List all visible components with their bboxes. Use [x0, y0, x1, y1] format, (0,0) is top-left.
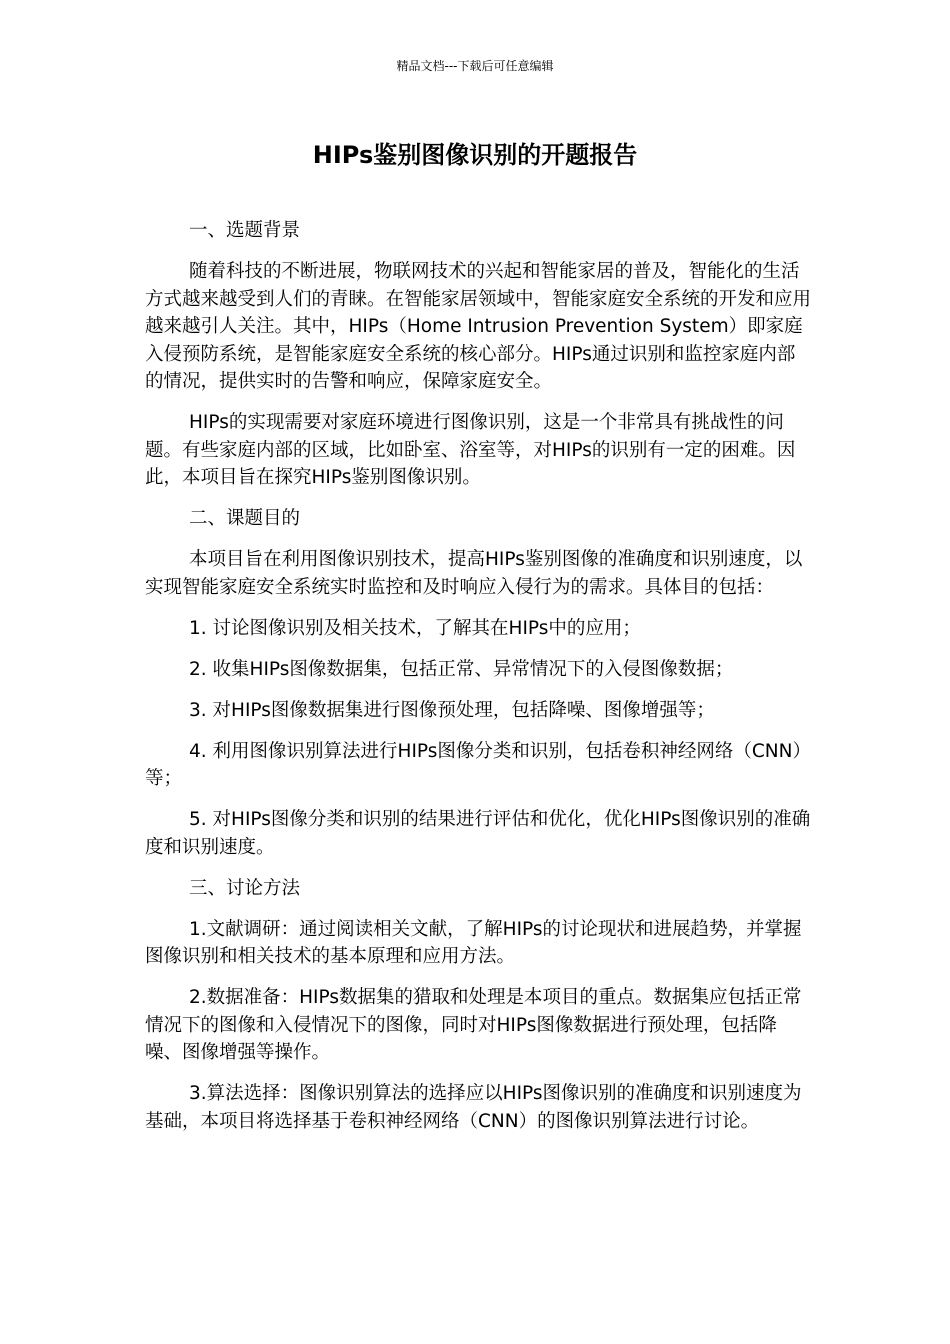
section-heading-objective: 二、课题目的 [189, 508, 301, 529]
list-item: 2.数据准备：HIPs数据集的猎取和处理是本项目的重点。数据集应包括正常情况下的图像和入侵情况下的图像，同时对HIPs图像数据进行预处理，包括降噪、图像增强等操作。 [145, 987, 802, 1063]
page-header-note: 精品文档---下载后可任意编辑 [396, 59, 554, 73]
list-item: 4. 利用图像识别算法进行HIPs图像分类和识别，包括卷积神经网络（CNN）等； [145, 740, 811, 789]
section-heading-methods: 三、讨论方法 [189, 877, 301, 899]
list-item: 1.文献调研：通过阅读相关文献，了解HIPs的讨论现状和进展趋势，并掌握图像识别和相关技术的基本原理和应用方法。 [145, 918, 802, 967]
paragraph: 随着科技的不断进展，物联网技术的兴起和智能家居的普及，智能化的生活方式越来越受到人们的青睐。在智能家居领域中，智能家庭安全系统的开发和应用越来越引人关注。其中，HIPs（Home Intrusion Prevention System）即家庭入侵预防系统，是智能家庭安全系统的核心部分。HIPs通过识别和监控家庭内部的情况，提供实时的告警和响应，保障家庭安全。 [145, 261, 812, 392]
list-item: 5. 对HIPs图像分类和识别的结果进行评估和优化，优化HIPs图像识别的准确度和识别速度。 [145, 809, 811, 858]
list-item: 3. 对HIPs图像数据集进行图像预处理，包括降噪、图像增强等； [189, 699, 715, 721]
document-title: HIPs鉴别图像识别的开题报告 [312, 141, 638, 169]
paragraph: 本项目旨在利用图像识别技术，提高HIPs鉴别图像的准确度和识别速度，以实现智能家庭安全系统实时监控和及时响应入侵行为的需求。具体目的包括： [145, 549, 803, 598]
paragraph: HIPs的实现需要对家庭环境进行图像识别，这是一个非常具有挑战性的问题。有些家庭内部的区域，比如卧室、浴室等，对HIPs的识别有一定的困难。因此，本项目旨在探究HIPs鉴别图像识别。 [145, 412, 796, 488]
list-item: 2. 收集HIPs图像数据集，包括正常、异常情况下的入侵图像数据； [189, 658, 734, 680]
list-item: 3.算法选择：图像识别算法的选择应以HIPs图像识别的准确度和识别速度为基础，本项目将选择基于卷积神经网络（CNN）的图像识别算法进行讨论。 [145, 1083, 802, 1132]
section-heading-background: 一、选题背景 [189, 220, 301, 241]
list-item: 1. 讨论图像识别及相关技术，了解其在HIPs中的应用； [189, 617, 641, 639]
document-body [145, 217, 811, 1149]
